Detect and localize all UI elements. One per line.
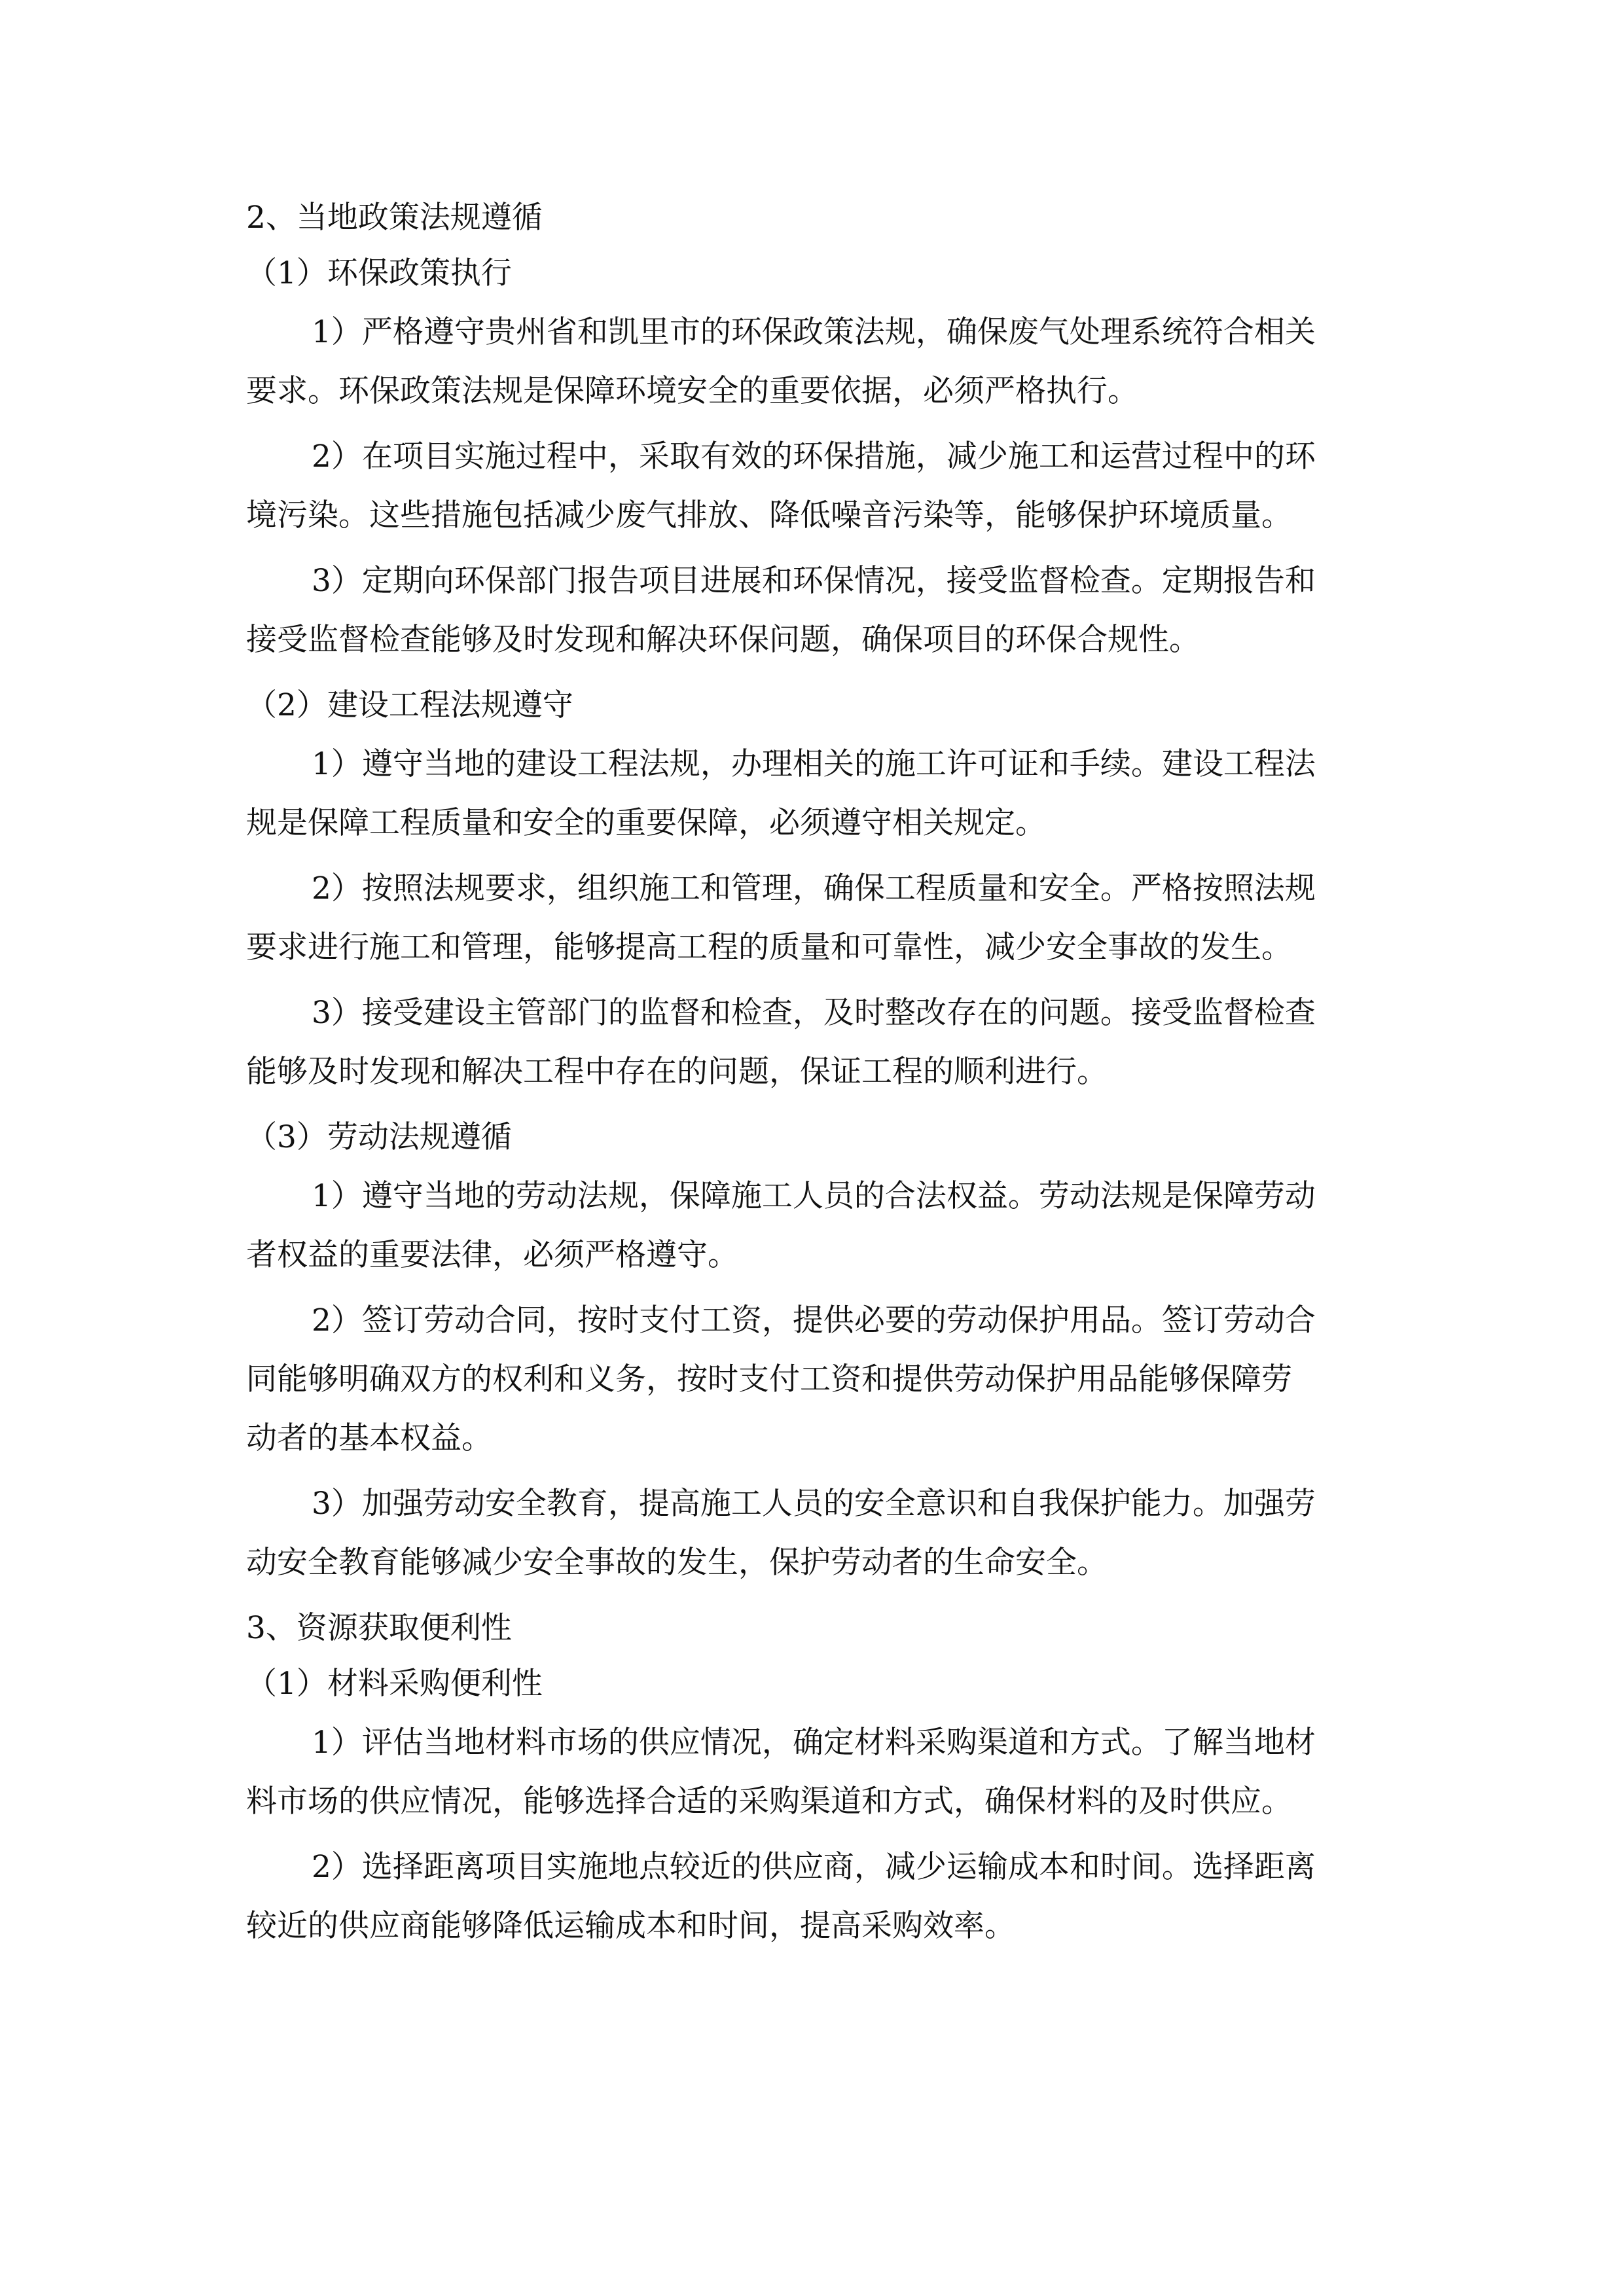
paragraph-line: 境污染。这些措施包括减少废气排放、降低噪音污染等，能够保护环境质量。 bbox=[246, 497, 1292, 533]
paragraph-line: 同能够明确双方的权利和义务，按时支付工资和提供劳动保护用品能够保障劳 bbox=[246, 1361, 1292, 1397]
paragraph-line: 2）在项目实施过程中，采取有效的环保措施，减少施工和运营过程中的环 bbox=[312, 439, 1316, 475]
subsection-heading: （1）环保政策执行 bbox=[246, 255, 512, 291]
paragraph-line: 规是保障工程质量和安全的重要保障，必须遵守相关规定。 bbox=[246, 805, 1046, 841]
paragraph-line: 动安全教育能够减少安全事故的发生，保护劳动者的生命安全。 bbox=[246, 1545, 1108, 1581]
paragraph-line: 者权益的重要法律，必须严格遵守。 bbox=[246, 1237, 738, 1273]
paragraph-line: 1）评估当地材料市场的供应情况，确定材料采购渠道和方式。了解当地材 bbox=[312, 1725, 1316, 1761]
paragraph-line: 料市场的供应情况，能够选择合适的采购渠道和方式，确保材料的及时供应。 bbox=[246, 1784, 1292, 1820]
subsection-heading: （2）建设工程法规遵守 bbox=[246, 687, 573, 723]
paragraph-line: 要求。环保政策法规是保障环境安全的重要依据，必须严格执行。 bbox=[246, 373, 1138, 409]
paragraph-line: 2）选择距离项目实施地点较近的供应商，减少运输成本和时间。选择距离 bbox=[312, 1849, 1316, 1885]
paragraph-line: 3）加强劳动安全教育，提高施工人员的安全意识和自我保护能力。加强劳 bbox=[312, 1486, 1316, 1522]
subsection-heading: （3）劳动法规遵循 bbox=[246, 1119, 512, 1155]
paragraph-line: 较近的供应商能够降低运输成本和时间，提高采购效率。 bbox=[246, 1908, 1015, 1944]
paragraph-line: 1）遵守当地的劳动法规，保障施工人员的合法权益。劳动法规是保障劳动 bbox=[312, 1178, 1316, 1214]
paragraph-line: 3）接受建设主管部门的监督和检查，及时整改存在的问题。接受监督检查 bbox=[312, 995, 1316, 1031]
paragraph-line: 接受监督检查能够及时发现和解决环保问题，确保项目的环保合规性。 bbox=[246, 622, 1200, 658]
paragraph-line: 2）按照法规要求，组织施工和管理，确保工程质量和安全。严格按照法规 bbox=[312, 870, 1316, 906]
subsection-heading: （1）材料采购便利性 bbox=[246, 1666, 543, 1702]
paragraph-line: 要求进行施工和管理，能够提高工程的质量和可靠性，减少安全事故的发生。 bbox=[246, 929, 1292, 965]
paragraph-line: 动者的基本权益。 bbox=[246, 1420, 492, 1456]
paragraph-line: 1）遵守当地的建设工程法规，办理相关的施工许可证和手续。建设工程法 bbox=[312, 746, 1316, 782]
section-heading: 2、当地政策法规遵循 bbox=[246, 200, 543, 236]
paragraph-line: 能够及时发现和解决工程中存在的问题，保证工程的顺利进行。 bbox=[246, 1054, 1108, 1090]
paragraph-line: 2）签订劳动合同，按时支付工资，提供必要的劳动保护用品。签订劳动合 bbox=[312, 1302, 1316, 1338]
section-heading: 3、资源获取便利性 bbox=[246, 1610, 512, 1646]
paragraph-line: 1）严格遵守贵州省和凯里市的环保政策法规，确保废气处理系统符合相关 bbox=[312, 314, 1316, 350]
paragraph-line: 3）定期向环保部门报告项目进展和环保情况，接受监督检查。定期报告和 bbox=[312, 563, 1316, 599]
